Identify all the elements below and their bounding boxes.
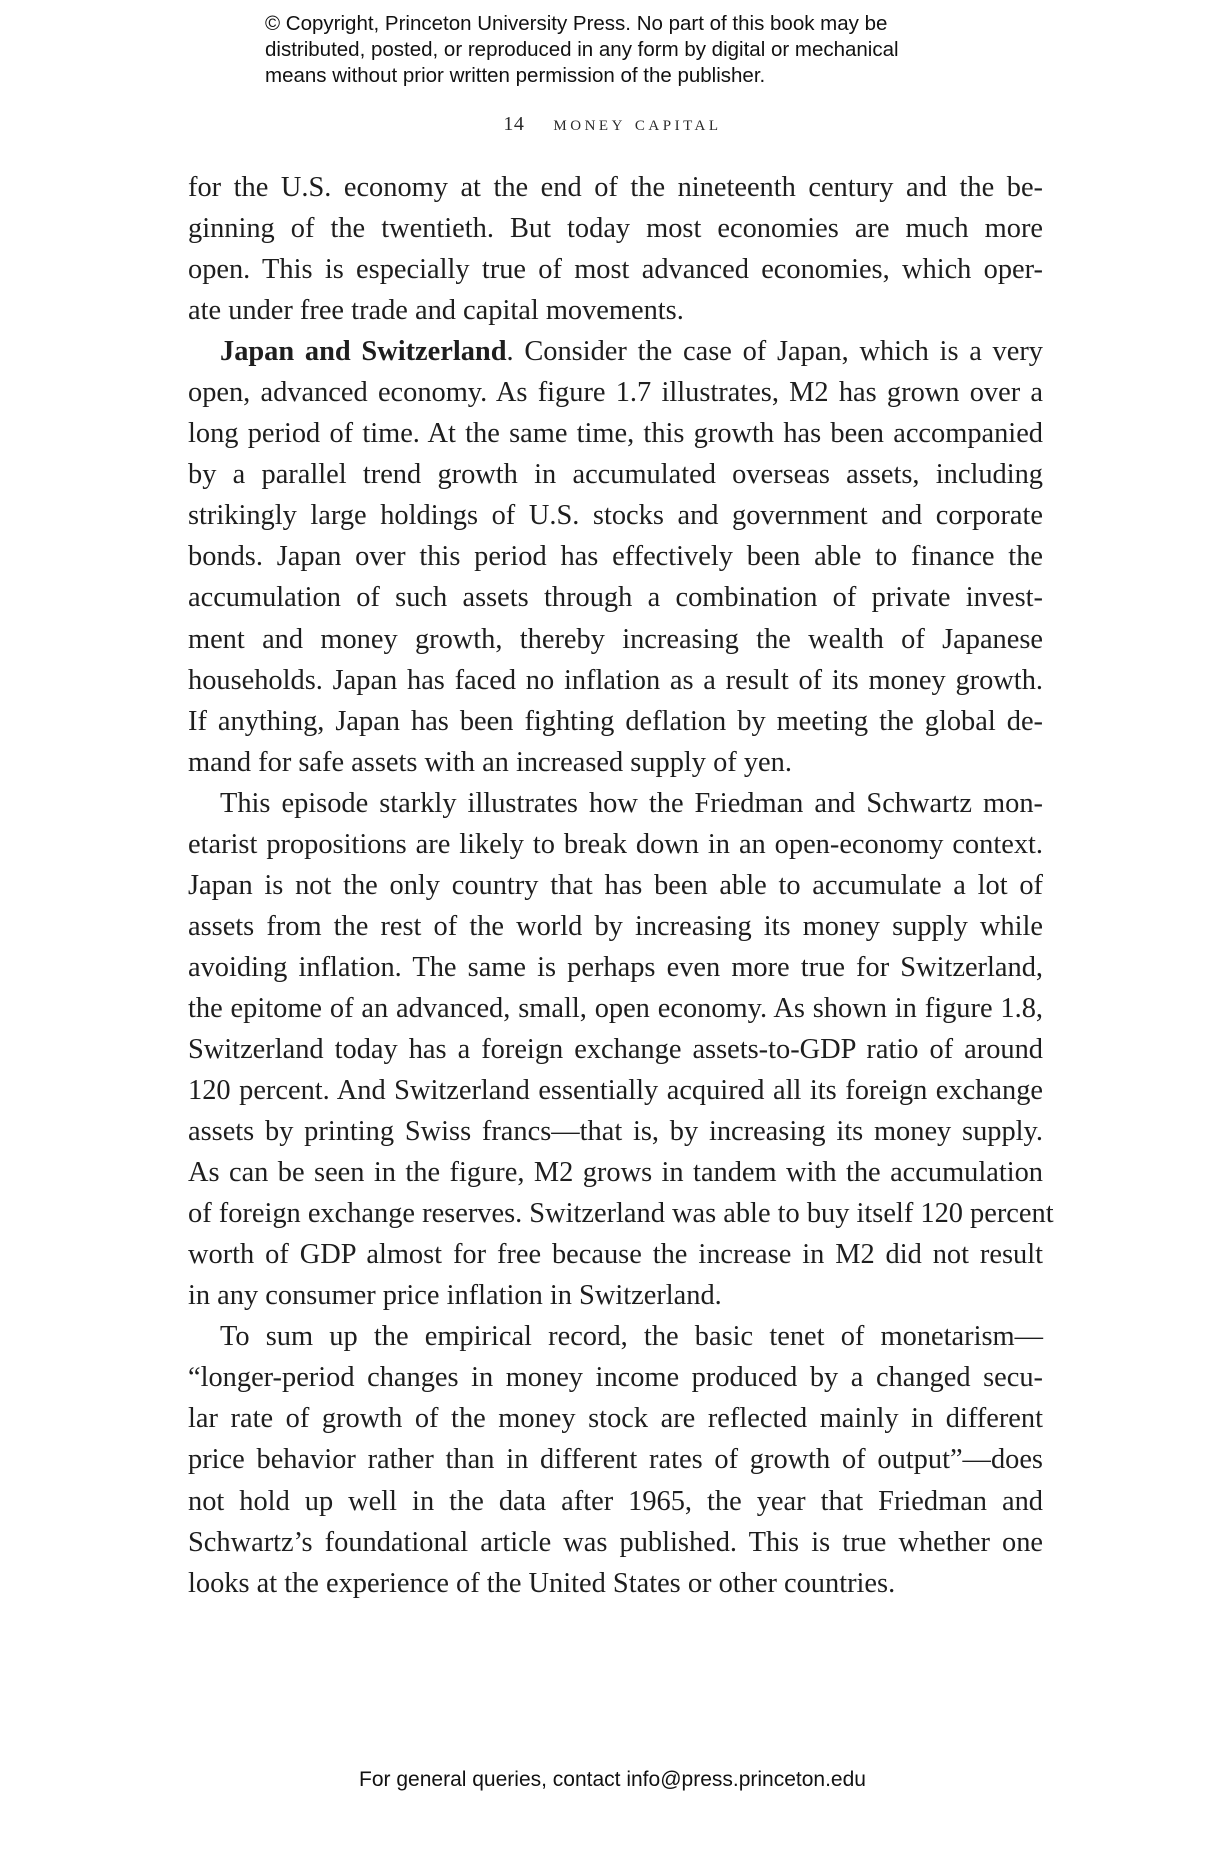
- text-line: worth of GDP almost for free because the increase in M2 did not result: [188, 1239, 1043, 1271]
- section-heading: Japan and Switzerland: [220, 336, 507, 368]
- text-line: open. This is especially true of most advanced economies, which oper-: [188, 254, 1043, 286]
- text-line: avoiding inflation. The same is perhaps even more true for Switzerland,: [188, 951, 1043, 983]
- text-line: mand for safe assets with an increased supply of yen.: [188, 746, 792, 778]
- copyright-line: distributed, posted, or reproduced in any form by digital or mechanical: [265, 38, 899, 61]
- text-line: of foreign exchange reserves. Switzerland was able to buy itself 120 percent: [188, 1198, 1054, 1230]
- text-line: To sum up the empirical record, the basic tenet of monetarism—: [220, 1321, 1043, 1353]
- body-text: [188, 167, 1054, 1604]
- text-line: long period of time. At the same time, this growth has been accompanied: [188, 418, 1043, 450]
- text-line: etarist propositions are likely to break down in an open-economy context.: [188, 828, 1043, 860]
- text-line: ate under free trade and capital movements.: [188, 295, 684, 327]
- text-line: price behavior rather than in different rates of growth of output”—does: [188, 1444, 1043, 1476]
- running-head: [0, 110, 1225, 136]
- text-line: Japan is not the only country that has been able to accumulate a lot of: [188, 869, 1043, 901]
- text-line: bonds. Japan over this period has effectively been able to finance the: [188, 541, 1043, 573]
- text-line: for the U.S. economy at the end of the nineteenth century and the be-: [188, 172, 1043, 203]
- text-line: strikingly large holdings of U.S. stocks and government and corporate: [188, 500, 1043, 532]
- text-line: the epitome of an advanced, small, open economy. As shown in figure 1.8,: [188, 992, 1043, 1024]
- text-line: households. Japan has faced no inflation as a result of its money growth.: [188, 664, 1043, 696]
- chapter-title: money capital: [553, 110, 722, 135]
- footer-text: For general queries, contact info@press.princeton.edu: [359, 1768, 866, 1791]
- text-line: by a parallel trend growth in accumulated overseas assets, including: [188, 459, 1043, 491]
- copyright-line: means without prior written permission of the publisher.: [265, 64, 766, 87]
- text-line: ment and money growth, thereby increasing the wealth of Japanese: [188, 623, 1043, 655]
- text-line: Switzerland today has a foreign exchange assets-to-GDP ratio of around: [188, 1033, 1043, 1065]
- text-line: accumulation of such assets through a combination of private invest-: [188, 582, 1043, 614]
- text-line: lar rate of growth of the money stock are reflected mainly in different: [188, 1403, 1043, 1435]
- text-line: As can be seen in the figure, M2 grows in tandem with the accumulation: [188, 1157, 1043, 1189]
- text-line: If anything, Japan has been fighting deflation by meeting the global de-: [188, 705, 1043, 737]
- text-line: looks at the experience of the United States or other countries.: [188, 1567, 896, 1599]
- text-line: open, advanced economy. As figure 1.7 illustrates, M2 has grown over a: [188, 377, 1043, 409]
- text-line: assets by printing Swiss francs—that is, by increasing its money supply.: [188, 1116, 1043, 1148]
- paragraph-first-line: [188, 331, 1043, 372]
- page-number: 14: [503, 113, 525, 135]
- text-line: “longer-period changes in money income produced by a changed secu-: [188, 1362, 1043, 1394]
- copyright-notice: [265, 11, 1025, 89]
- text-line: ginning of the twentieth. But today most economies are much more: [188, 213, 1043, 245]
- text-line: This episode starkly illustrates how the Friedman and Schwartz mon-: [220, 787, 1043, 819]
- text-line: not hold up well in the data after 1965, the year that Friedman and: [188, 1485, 1043, 1517]
- text-line: Schwartz’s foundational article was published. This is true whether one: [188, 1526, 1043, 1558]
- text-line: 120 percent. And Switzerland essentially acquired all its foreign exchange: [188, 1075, 1043, 1107]
- text-line: assets from the rest of the world by increasing its money supply while: [188, 910, 1043, 942]
- text-run: . Consider the case of Japan, which is a very: [506, 336, 1043, 368]
- copyright-line: © Copyright, Princeton University Press. No part of this book may be: [265, 12, 888, 35]
- footer-contact: [0, 1768, 1225, 1792]
- text-line: in any consumer price inflation in Switzerland.: [188, 1280, 722, 1312]
